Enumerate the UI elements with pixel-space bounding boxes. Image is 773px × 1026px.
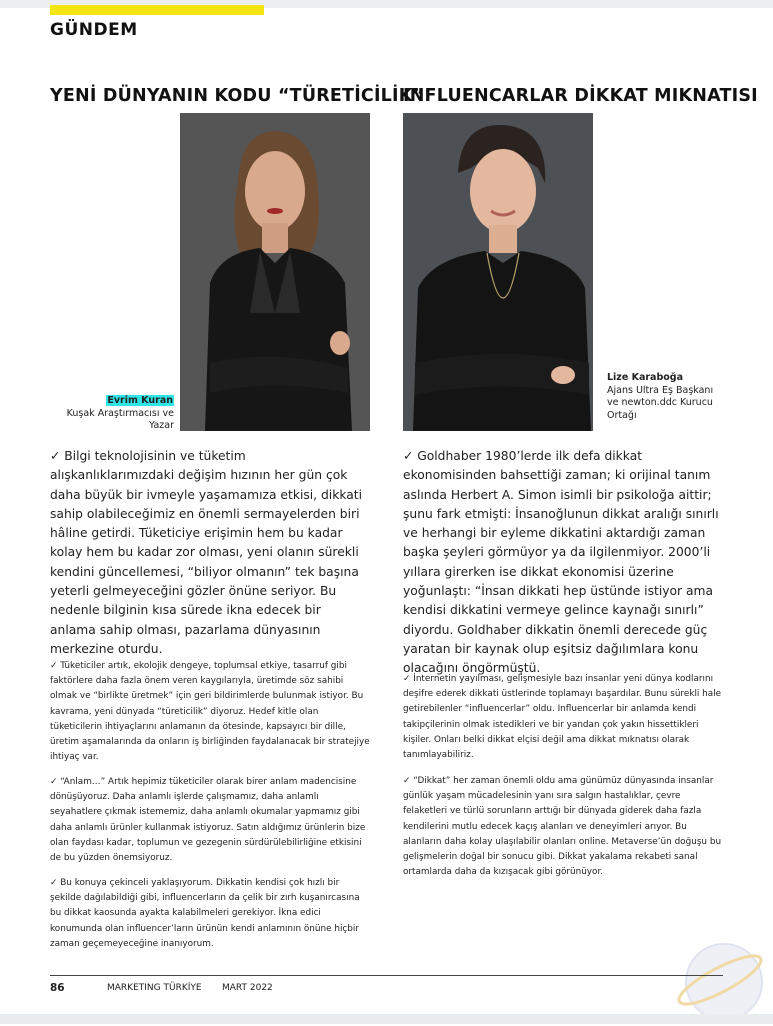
page-number: 86 (50, 982, 65, 994)
right-lead-paragraph: ✓ Goldhaber 1980’lerde ilk defa dikkat ekonomisinden bahsettiği zaman; ki orijinal tanım aslında Herbert A. Simon isimli bir psikoloğa aittir; şunu fark etmişti: İnsanoğlunun dikkat aralığı sınırlı ve herhangi bir eyleme dikkatini aktardığı zaman başka şeyleri görmüyor ya da ilgilenmiyor. 2000’li yıllara girerken ise dikkat ekonomisi üzerine yoğunlaştı: “İnsan dikkati hep üstünde istiyor ama kendisi dikkatini vermeye gelince kaynağı sınırlı” diyordu. Goldhaber dikkatin önemli derecede güç yaratan bir kaynak olup eşitsiz dağılımlara konu olacağını öngörmüştü. (403, 449, 719, 676)
right-body-paragraph: ✓ İnternetin yayılması, gelişmesiyle bazı insanlar yeni dünya kodlarını deşifre ederek dikkati üstlerinde toplamayı başardılar. Bunu sürekli hale getirebilenler “influencerlar” oldu. Influencerlar bir anlamda kendi takipçilerinin olmak istedikleri ve bir yandan çok yakın hissettikleri kişiler. Onları belki dikkat elçisi değil ama dikkat mıknatısı olarak tanımlayabiliriz. (403, 674, 722, 761)
magazine-name: MARKETING TÜRKİYE (107, 983, 202, 993)
left-caption-name: Evrim Kuran (107, 395, 173, 406)
issue-date: MART 2022 (222, 983, 273, 993)
planet-decoration-icon (674, 930, 766, 1022)
right-caption-role: Ajans Ultra Eş Başkanı ve newton.ddc Kurucu Ortağı (607, 384, 714, 421)
left-body-paragraph: ✓ “Anlam…” Artık hepimiz tüketiciler olarak birer anlam madencisine dönüşüyoruz. Daha anlamlı işlerde çalışmamız, daha anlamlı seyahatlere çıkmak istememiz, daha anlamlı okumalar yapmamız gibi daha anlamlı ürünler kullanmak istiyoruz. Satın aldığımız ürünlerin bize olan faydası kadar, toplumun ve gezegenin sürdürülebilirliğine etkisini de bu yüzden önemsiyoruz. (50, 777, 366, 864)
right-caption-name: Lize Karaboğa (607, 372, 683, 383)
section-label: GÜNDEM (50, 20, 138, 40)
right-photo-caption (607, 372, 722, 422)
footer-rule (50, 975, 723, 976)
evrim-kuran-portrait (180, 113, 370, 431)
left-article-headline: YENİ DÜNYANIN KODU “TÜRETİCİLİK” (50, 86, 425, 106)
left-photo-caption (52, 395, 174, 433)
left-body-paragraph: ✓ Bu konuya çekinceli yaklaşıyorum. Dikkatin kendisi çok hızlı bir şekilde dağılabildiği gibi, influencerların da çelik bir zırh kuşanırcasına bu dikkat kaosunda ayakta kalabilmeleri gerekiyor. İkna edici konumunda olan influencer’ların ürünün kendi anlamının önüne hiçbir zaman geçemeyeceğine inanıyorum. (50, 878, 360, 949)
lize-karaboga-portrait (403, 113, 593, 431)
left-caption-role: Kuşak Araştırmacısı ve Yazar (66, 407, 174, 431)
page-bottom-strip (0, 1014, 773, 1024)
right-body-paragraph: ✓ “Dikkat” her zaman önemli oldu ama günümüz dünyasında insanlar günlük yaşam mücadelesinin yanı sıra salgın hastalıklar, çevre felaketleri ve türlü sorunların arttığı bir dünyada giderek daha fazla kendilerini mutlu edecek kaçış alanları ve deneyimleri arıyor. Bu alanların daha kolay ulaşılabilir olanları online. Metaverse’ün doğuşu bu gelişmelerin doğal bir sonucu gibi. Dikkat yakalama rekabeti sanal ortamlarda daha da kızışacak gibi görünüyor. (403, 776, 722, 878)
right-article-headline: INFLUENCARLAR DİKKAT MIKNATISI (403, 86, 758, 106)
section-accent-bar (50, 5, 264, 15)
left-body-paragraph: ✓ Tüketiciler artık, ekolojik dengeye, toplumsal etkiye, tasarruf gibi faktörlere daha fazla önem veren kaygılarıyla, üretimde söz sahibi olmak ve “birlikte üretmek” için geri bildirimlerde bulunmak istiyor. Bu kavrama, yeni dünyada “türeticilik” diyoruz. Hedef kitle olan tüketicilerin ihtiyaçlarını anlamanın da ötesinde, kapsayıcı bir dille, üretim aşamalarında da onların iş birliğinden faydalanacak bir stratejiye ihtiyaç var. (50, 661, 370, 763)
left-lead-paragraph: ✓ Bilgi teknolojisinin ve tüketim alışkanlıklarımızdaki değişim hızının her gün çok daha büyük bir ivmeyle yaşamamıza etkisi, dikkati sahip olabileceğimiz en önemli sermayelerden biri hâline getirdi. Tüketiciye erişimin hem bu kadar kolay hem bu kadar zor olması, yeni olanın sürekli kendini güncellemesi, “biliyor olmanın” tek başına yeterli gelmeyeceğini gözler önüne seriyor. Bu nedenle bilginin kısa sürede ikna edecek bir anlama sahip olması, pazarlama dünyasının merkezine oturdu. (50, 449, 363, 656)
